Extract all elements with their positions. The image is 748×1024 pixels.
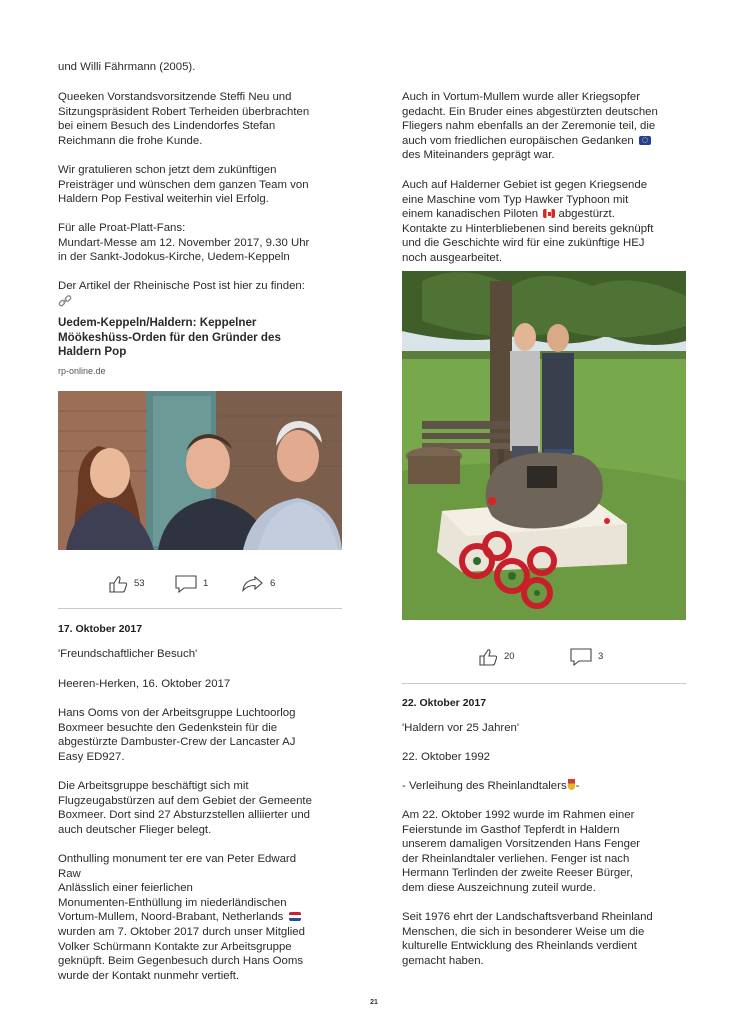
comment-count: 1 bbox=[203, 577, 209, 589]
paragraph-onthulling: Onthulling monument ter ere van Peter Edward Raw Anlässlich einer feierlichen Monumenten-Enthüllung im niederländischen Vortum-Mullem, Noord-Brabant, Netherlands wurden am 7. Oktober 2017 durch unser Mitglied Volker Schürmann Kontakte zur Arbeitsgruppe geknüpft. Beim Gegenbesuch durch Hans Ooms wurde der Kontakt nunmehr vertieft. bbox=[58, 853, 305, 982]
paragraph-visit: Queeken Vorstandsvorsitzende Steffi Neu und Sitzungspräsident Robert Terheiden überbrachten bei einem Besuch des Lindendorfes Stefan Reichmann die frohe Kunde. bbox=[58, 91, 310, 147]
page-number: 21 bbox=[370, 999, 378, 1006]
paragraph-intro-end: und Willi Fährmann (2005). bbox=[58, 61, 196, 73]
share-icon bbox=[242, 575, 264, 593]
paragraph-congrats: Wir gratulieren schon jetzt dem zukünftigen Preisträger und wünschen dem ganzen Team von Haldern Pop Festival weiterhin viel Erfolg. bbox=[58, 164, 309, 206]
share-count: 6 bbox=[270, 577, 276, 589]
paragraph-typhoon: Auch auf Halderner Gebiet ist gegen Kriegsende eine Maschine vom Typ Hawker Typhoon mit einem kanadischen Piloten abgestürzt. Kontakte zu Hinterbliebenen sind bereits geknüpft und die Geschichte wird für eine zukünftige HEJ noch ausgearbeitet. bbox=[402, 179, 654, 264]
like-button[interactable] bbox=[108, 575, 145, 593]
paragraph-ooms-visit: Hans Ooms von der Arbeitsgruppe Luchtoorlog Boxmeer besuchte den Gedenkstein für die abgestürzte Dambuster-Crew der Lancaster AJ Easy ED927. bbox=[58, 707, 296, 763]
article-link-intro: Der Artikel der Rheinische Post ist hier zu finden: bbox=[58, 280, 305, 292]
paragraph-arbeitsgruppe: Die Arbeitsgruppe beschäftigt sich mit Flugzeugabstürzen auf dem Gebiet der Gemeente Boxmeer. Dort sind 27 Absturzstellen alliierter und auch deutscher Flieger belegt. bbox=[58, 780, 312, 836]
link-preview-title[interactable]: Uedem-Keppeln/Haldern: Keppelner Möökeshüss-Orden für den Gründer des Haldern Pop bbox=[58, 316, 281, 359]
paragraph-kriegsopfer: Auch in Vortum-Mullem wurde aller Kriegsopfer gedacht. Ein Bruder eines abgestürzten deutschen Fliegers nahm ebenfalls an der Zeremonie teil, die auch vom friedlichen europäischen Gedanken des Miteinanders geprägt war. bbox=[402, 91, 658, 162]
paragraph-landschaftsverband: Seit 1976 ehrt der Landschaftsverband Rheinland Menschen, die sich in besonderer Weise um die kulturelle Entwicklung des Rheinlands verdient gemacht haben. bbox=[402, 911, 653, 967]
link-source: rp-online.de bbox=[58, 366, 106, 376]
photo-memorial-stone bbox=[402, 271, 686, 620]
post-divider bbox=[402, 683, 686, 684]
post-title: 'Freundschaftlicher Besuch' bbox=[58, 648, 198, 660]
post-divider bbox=[58, 608, 342, 609]
paragraph-mundart: Für alle Proat-Platt-Fans: Mundart-Messe am 12. November 2017, 9.30 Uhr in der Sankt-Jodokus-Kirche, Uedem-Keppeln bbox=[58, 222, 310, 264]
post-date: 17. Oktober 2017 bbox=[58, 623, 143, 635]
medal-icon bbox=[568, 779, 575, 790]
thumbs-up-icon bbox=[108, 575, 128, 593]
comment-button[interactable] bbox=[175, 575, 208, 593]
paragraph-rheinlandtaler: Am 22. Oktober 1992 wurde im Rahmen einer Feierstunde im Gasthof Tepferdt in Haldern unserem damaligen Vorsitzenden Hans Fenger der Rheinlandtaler verliehen. Fenger ist nach Hermann Terlinden der zweite Reeser Bürger, dem diese Auszeichnung zuteil wurde. bbox=[402, 809, 641, 894]
like-count: 20 bbox=[504, 650, 515, 662]
link-icon[interactable] bbox=[58, 295, 72, 307]
comment-count: 3 bbox=[598, 650, 604, 662]
post-date: 22. Oktober 2017 bbox=[402, 697, 487, 709]
post-title: 'Haldern vor 25 Jahren' bbox=[402, 722, 520, 734]
like-button[interactable] bbox=[478, 648, 515, 666]
post-dateline: Heeren-Herken, 16. Oktober 2017 bbox=[58, 678, 231, 690]
photo-three-people bbox=[58, 391, 342, 550]
post-subtitle: - Verleihung des Rheinlandtalers - bbox=[402, 780, 580, 792]
netherlands-flag-icon bbox=[289, 912, 301, 921]
share-button[interactable] bbox=[242, 575, 275, 593]
like-count: 53 bbox=[134, 577, 145, 589]
post-dateline: 22. Oktober 1992 bbox=[402, 751, 491, 763]
comment-button[interactable] bbox=[570, 648, 603, 666]
comment-icon bbox=[175, 575, 197, 593]
thumbs-up-icon bbox=[478, 648, 498, 666]
comment-icon bbox=[570, 648, 592, 666]
canada-flag-icon bbox=[543, 209, 555, 218]
eu-flag-icon bbox=[639, 136, 651, 145]
